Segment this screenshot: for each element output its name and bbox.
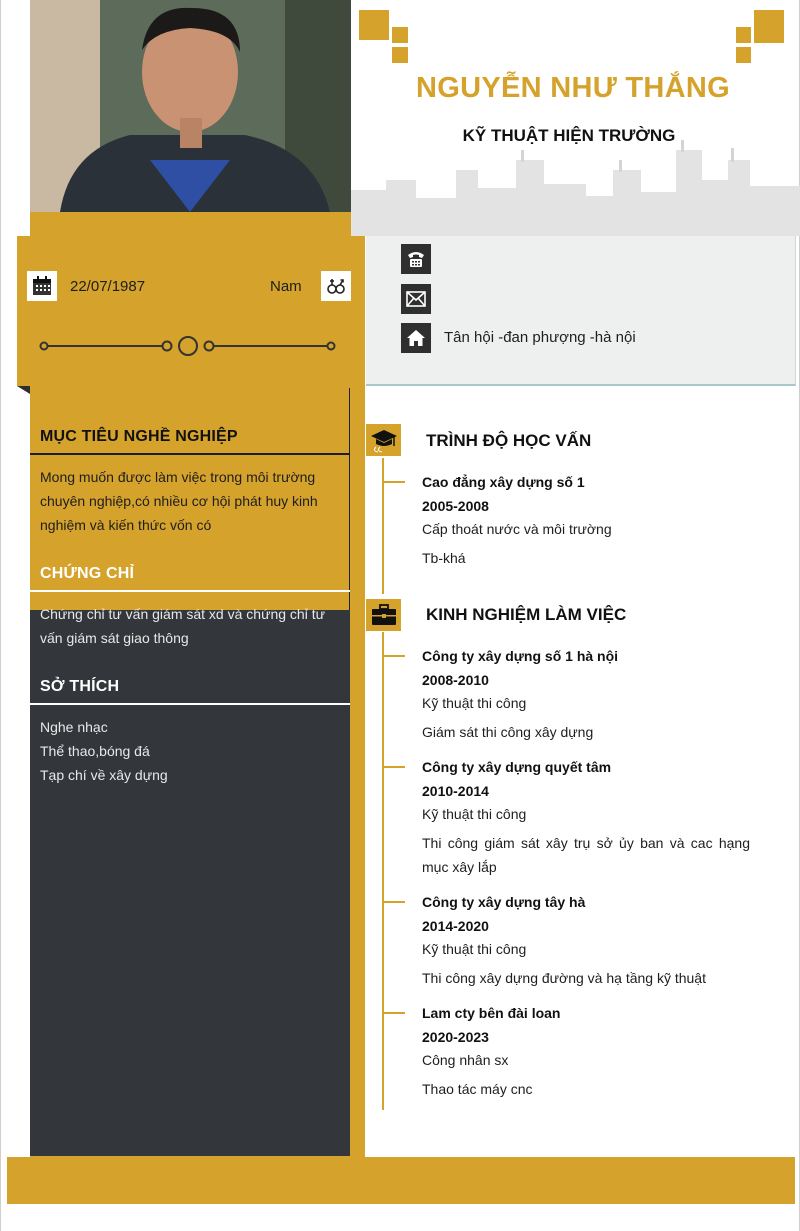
certificates-text	[40, 602, 330, 650]
job-title: KỸ THUẬT HIỆN TRƯỜNG	[462, 126, 676, 145]
job-role: Kỹ thuật thi công	[422, 695, 527, 711]
objective-line: chuyên nghiệp,có nhiều cơ hội phát huy kinh	[40, 493, 318, 509]
school-name: Cao đẳng xây dựng số 1	[422, 474, 585, 490]
city-skyline-graphic	[351, 140, 800, 236]
corner-square	[736, 27, 751, 43]
briefcase-icon	[366, 599, 401, 631]
education-years: 2005-2008	[422, 498, 489, 514]
company-name: Công ty xây dựng số 1 hà nội	[422, 648, 619, 664]
corner-square	[736, 47, 751, 63]
gender: Nam	[270, 278, 302, 295]
gender-icon	[321, 271, 351, 301]
objective-line: Mong muốn được làm việc trong môi trường	[40, 469, 316, 485]
email-icon	[401, 284, 431, 314]
certificates-divider	[30, 590, 350, 592]
job-years: 2014-2020	[422, 918, 489, 934]
date-of-birth: 22/07/1987	[70, 278, 146, 295]
job-role: Công nhân sx	[422, 1052, 509, 1068]
candidate-name: NGUYỄN NHƯ THẮNG	[415, 72, 731, 104]
hobbies-title: SỞ THÍCH	[40, 678, 120, 695]
certificates-title: CHỨNG CHỈ	[40, 565, 135, 582]
certificate-line: vấn giám sát giao thông	[40, 630, 189, 646]
objective-title: MỤC TIÊU NGHỀ NGHIỆP	[40, 428, 238, 445]
objective-divider	[30, 453, 350, 455]
certificate-line: Chứng chỉ tư vấn giám sát xd và chứng chỉ tư	[40, 606, 325, 622]
experience-title: KINH NGHIỆM LÀM VIỆC	[426, 605, 627, 624]
objective-line: nghiệm và kiến thức vốn có	[40, 517, 212, 533]
graduation-cap-icon	[366, 424, 401, 456]
job-description: Thi công xây dựng đường và hạ tầng kỹ thuật	[422, 970, 706, 986]
company-name: Lam cty bên đài loan	[422, 1005, 561, 1021]
corner-square	[754, 10, 784, 43]
phone-icon	[401, 244, 431, 274]
objective-text	[40, 465, 330, 537]
personal-info-bar	[17, 236, 365, 386]
timeline-tick	[384, 1012, 405, 1014]
calendar-icon	[27, 271, 57, 301]
corner-square	[392, 27, 408, 43]
timeline-tick	[384, 901, 405, 903]
education-major: Cấp thoát nước và môi trường	[422, 521, 612, 537]
ornament-divider	[37, 332, 339, 360]
job-years: 2020-2023	[422, 1029, 489, 1045]
profile-photo	[30, 0, 351, 212]
hobby-item: Tạp chí về xây dựng	[40, 767, 168, 783]
hobbies-divider	[30, 703, 350, 705]
education-timeline	[382, 458, 384, 594]
timeline-tick	[384, 766, 405, 768]
job-description: Thi công giám sát xây trụ sở ủy ban và cac hạng mục xây lắp	[422, 835, 750, 875]
job-years: 2010-2014	[422, 783, 489, 799]
job-role: Kỹ thuật thi công	[422, 941, 527, 957]
education-grade: Tb-khá	[422, 550, 466, 566]
footer-bar	[7, 1157, 795, 1204]
hobby-item: Thể thao,bóng đá	[40, 743, 150, 759]
home-address: Tân hội -đan phượng -hà nội	[444, 329, 636, 346]
company-name: Công ty xây dựng quyết tâm	[422, 759, 612, 775]
timeline-tick	[384, 655, 405, 657]
job-description: Giám sát thi công xây dựng	[422, 724, 594, 740]
hobby-item: Nghe nhạc	[40, 719, 108, 735]
job-role: Kỹ thuật thi công	[422, 806, 527, 822]
home-icon	[401, 323, 431, 353]
timeline-tick	[384, 481, 405, 483]
education-title: TRÌNH ĐỘ HỌC VẤN	[426, 431, 592, 450]
corner-square	[359, 10, 389, 40]
job-years: 2008-2010	[422, 672, 489, 688]
corner-square	[392, 47, 408, 63]
info-bar-fold	[17, 386, 30, 394]
company-name: Công ty xây dựng tây hà	[422, 894, 586, 910]
job-description: Thao tác máy cnc	[422, 1081, 533, 1097]
hobbies-list	[40, 715, 330, 787]
experience-timeline	[382, 632, 384, 1110]
